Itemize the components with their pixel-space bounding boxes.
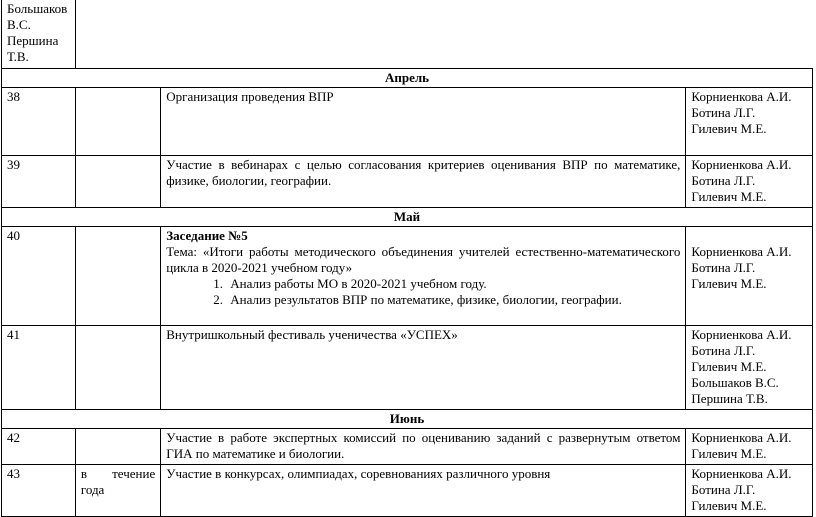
responsible-name: Гилевич М.Е. [691,189,767,204]
responsible-name: Большаков [7,1,68,16]
responsible-name: Корниенкова А.И. [691,327,792,342]
row-number: 42 [2,429,76,465]
event-cell: Организация проведения ВПР [161,88,686,156]
responsible-cell [2,0,76,69]
section-row [2,208,813,227]
responsible-cell [686,88,813,156]
date-cell [75,227,160,326]
responsible-name: Гилевич М.Е. [691,276,767,291]
responsible-name: Ботина Л.Г. [691,343,756,358]
plan-table [1,0,813,517]
responsible-cell [686,429,813,465]
responsible-cell [686,227,813,326]
responsible-name: Т.В. [7,49,29,64]
responsible-name: Большаков В.С. [691,375,779,390]
date-cell: в течение года [75,465,160,517]
table-row [2,465,813,517]
table-row [2,429,813,465]
row-number: 39 [2,156,76,208]
date-cell [75,156,160,208]
responsible-name: В.С. [7,17,31,32]
responsible-name: Корниенкова А.И. [691,430,792,445]
event-cell: Внутришкольный фестиваль ученичества «УСПЕХ» [161,326,686,410]
row-number: 41 [2,326,76,410]
agenda-item: 1. Анализ работы МО в 2020-2021 учебном году. [226,276,680,292]
responsible-cell [686,156,813,208]
table-row [2,88,813,156]
responsible-name: Корниенкова А.И. [691,157,792,172]
responsible-name: Ботина Л.Г. [691,105,756,120]
table-row [2,0,813,69]
event-cell [161,227,686,326]
responsible-name: Корниенкова А.И. [691,244,792,259]
section-title-april: Апрель [2,69,813,88]
section-row [2,69,813,88]
responsible-name: Корниенкова А.И. [691,89,792,104]
responsible-cell [686,326,813,410]
event-cell: Участие в конкурсах, олимпиадах, соревнованиях различного уровня [161,465,686,517]
responsible-name: Гилевич М.Е. [691,121,767,136]
section-title-june: Июнь [2,410,813,429]
responsible-name: Ботина Л.Г. [691,482,756,497]
empty-cell [75,0,812,69]
event-cell: Участие в вебинарах с целью согласования критериев оценивания ВПР по математике, физике, биологии, географии. [161,156,686,208]
agenda-item: 2. Анализ результатов ВПР по математике, физике, биологии, географии. [226,292,680,308]
event-cell: Участие в работе экспертных комиссий по оцениванию заданий с развернутым ответом ГИА по математике и биологии. [161,429,686,465]
meeting-title: Заседание №5 [166,228,248,243]
responsible-name: Гилевич М.Е. [691,498,767,513]
meeting-theme: Тема: «Итоги работы методического объединения учителей естественно-математического цикла в 2020-2021 учебном году» [166,244,681,275]
row-number: 38 [2,88,76,156]
responsible-cell [686,465,813,517]
table-row [2,326,813,410]
row-number: 43 [2,465,76,517]
agenda-list [166,276,680,308]
date-cell [75,88,160,156]
section-title-may: Май [2,208,813,227]
responsible-name: Першина [7,33,59,48]
responsible-name: Ботина Л.Г. [691,173,756,188]
responsible-name: Першина Т.В. [691,391,768,406]
table-row [2,156,813,208]
date-cell [75,326,160,410]
responsible-name: Корниенкова А.И. [691,466,792,481]
responsible-name: Гилевич М.Е. [691,359,767,374]
responsible-name: Гилевич М.Е. [691,446,767,461]
section-row [2,410,813,429]
date-cell [75,429,160,465]
row-number: 40 [2,227,76,326]
table-row [2,227,813,326]
responsible-name: Ботина Л.Г. [691,260,756,275]
